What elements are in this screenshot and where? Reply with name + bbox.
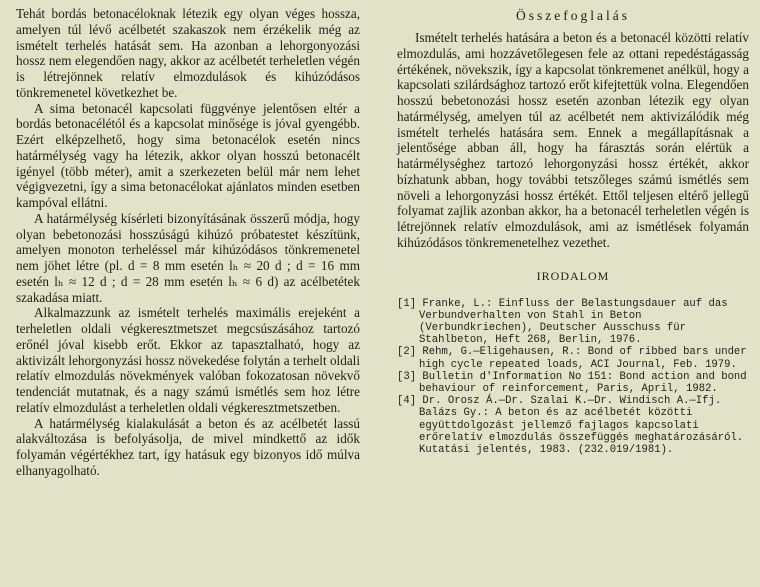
reference-item: [4] Dr. Orosz Á.—Dr. Szalai K.—Dr. Windisch A.—Ifj. Balázs Gy.: A beton és az acélbetét közötti együttdolgozást jellemző fajlagos kapcsolati erőrelatív elmozdulás összefüggés meghatározásáról. Kutatási jelentés, 1983. (232.019/1981).: [397, 395, 744, 456]
left-column: [16, 6, 360, 479]
left-paragraph-3: A határmélység kísérleti bizonyításának összerű módja, hogy olyan bebetonozási hosszúságú kihúzó próbatestet készítünk, amelyen monoton terheléssel már kihúzódásos tönkremenetel nem jöhet létre (pl. d = 8 mm esetén lₕ ≈ 20 d ; d = 16 mm esetén lₕ ≈ 12 d ; d = 28 mm esetén lₕ ≈ 6 d) az acélbetétek szakadása miatt.: [16, 210, 360, 305]
summary-heading: Összefoglalás: [516, 8, 630, 23]
left-paragraph-2: A sima betonacél kapcsolati függvénye jelentősen eltér a bordás betonacélétól és a kapcsolat minősége is jóval gyengébb. Ezért elképzelhető, hogy sima betonacélok esetén nincs határmélység vagy ha létezik, akkor olyan hosszú betonacélt igényel (több méter), amit a szerkezeten belül már nem lehet végigvezetni, így a sima betonacélokat ajánlatos minden esetben kampóval ellátni.: [16, 100, 360, 210]
reference-item: [2] Rehm, G.—Eligehausen, R.: Bond of ribbed bars under high cycle repeated loads, ACI Journal, Feb. 1979.: [397, 346, 747, 371]
right-column: [397, 6, 749, 456]
reference-list: [397, 298, 749, 457]
left-paragraph-4: Alkalmazzunk az ismételt terhelés maximális erejeként a terheletlen oldali végkeresztmetszet megcsúszásához tartozó erőnél jóval kisebb erőt. Ekkor az tapasztalható, hogy az aktivizált lehorgonyzási hossz növekedése folytán a terhelt oldali relatív elmozdulás növekmények valóban fokozatosan növekvő tendenciát mutatnak, és a nagy számú ismétlés sem hoz létre relatív elmozdulást a terheletlen oldali végkeresztmetszetben.: [16, 305, 360, 415]
left-paragraph-1: Tehát bordás betonacéloknak létezik egy olyan véges hossza, amelyen túl lévő acélbetét szakaszok nem érzékelik még az ismételt terhelés hatását sem. Ha azonban a lehorgonyozási hossz nem elegendően nagy, akkor az acélbetét terheletlen végén is létrejönnek relatív elmozdulások és kihúzódásos tönkremenetel következhet be.: [16, 6, 360, 100]
reference-item: [1] Franke, L.: Einfluss der Belastungsdauer auf das Verbundverhalten von Stahl in Beton (Verbundkriechen), Deutscher Ausschuss für Stahlbeton, Heft 268, Berlin, 1976.: [397, 297, 728, 347]
reference-item: [3] Bulletin d'Information No 151: Bond action and bond behaviour of reinforcement, Paris, April, 1982.: [397, 370, 747, 395]
left-paragraph-5: A határmélység kialakulását a beton és az acélbetét lassú alakváltozása is befolyásolja, de mivel mindkettő az idők folyamán végértékhez tart, így hatásuk egy bizonyos idő múlva elhanyagolható.: [16, 415, 360, 478]
references-heading: IRODALOM: [536, 268, 610, 283]
summary-paragraph: Ismételt terhelés hatására a beton és a betonacél közötti relatív elmozdulás, ami hozzávetőlegesen fele az ottani repedéstágasság értékének, növekszik, így a kapcsolat tönkremenet anélkül, hogy a kapcsolati szilárdsághoz tartozó erőt kifejtettük volna. Elegendően hosszú bebetonozási hossz esetén azonban létezik egy olyan határmélység, amelyen túl az acélbetét nem aktivizálódik még ismételt terhelés hatására sem. Ennek a megállapításnak a jelentősége abban áll, hogy ha fárasztás során elértük a határmélységhez tartozó lehorgonyzási hossz értékét, akkor bízhatunk abban, hogy további tetszőleges számú ismétlés sem növeli a lehorgonyzási hossz értékét. Ettől teljesen eltérő jellegű folyamat zajlik azonban akkor, ha a betonacél terheletlen végén is létrejönnek relatív elmozdulások, ami az ismétlések folyamán kihúzódásos tönkremenetelhez vezethet.: [397, 30, 749, 250]
